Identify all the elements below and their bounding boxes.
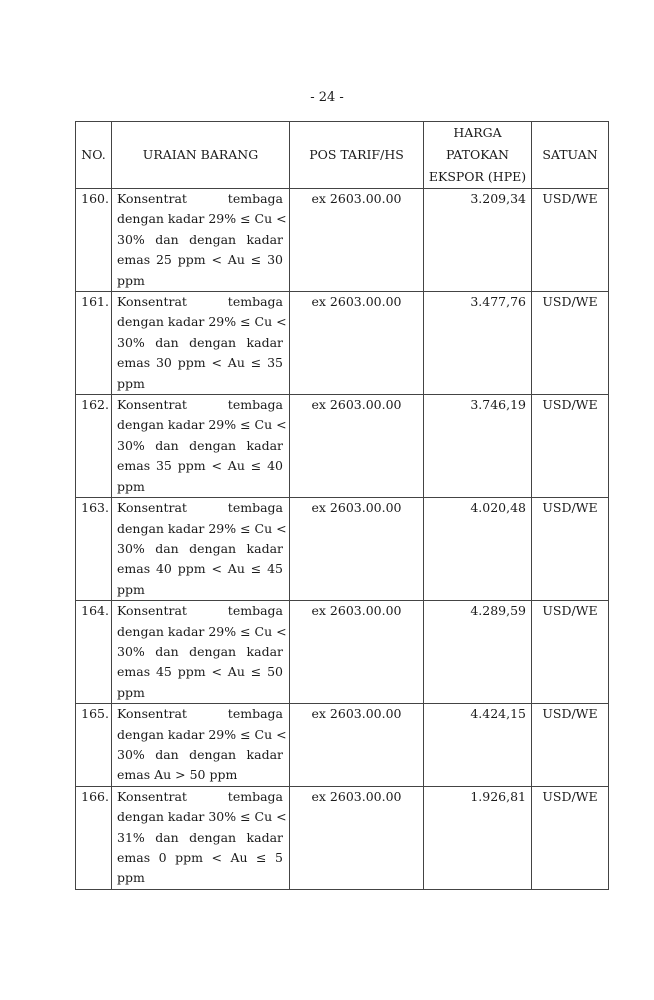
description-line: Konsentrat tembaga xyxy=(117,788,283,804)
table-row xyxy=(76,704,609,787)
description-line: Konsentrat tembaga xyxy=(117,500,283,516)
description-line: ppm xyxy=(117,272,145,288)
description-line: ppm xyxy=(117,478,145,494)
row-pos-tarif: ex 2603.00.00 xyxy=(290,189,424,292)
description-line: Konsentrat tembaga xyxy=(117,191,283,206)
row-description xyxy=(112,292,290,395)
row-number: 161. xyxy=(76,292,112,395)
description-line: ppm xyxy=(117,581,145,597)
row-hpe: 3.477,76 xyxy=(424,292,532,395)
description-line: 30% dan dengan kadar xyxy=(117,437,283,453)
row-pos-tarif: ex 2603.00.00 xyxy=(290,395,424,498)
description-line: ppm xyxy=(117,870,145,886)
header-satuan: SATUAN xyxy=(532,122,609,189)
row-satuan: USD/WE xyxy=(532,601,609,704)
row-pos-tarif: ex 2603.00.00 xyxy=(290,786,424,889)
header-no: NO. xyxy=(76,122,112,189)
hpe-table xyxy=(75,121,609,890)
description-line: 30% dan dengan kadar xyxy=(117,540,283,556)
header-hpe: HARGA PATOKAN EKSPOR (HPE) xyxy=(424,122,532,189)
description-line: Konsentrat tembaga xyxy=(117,294,283,310)
row-satuan: USD/WE xyxy=(532,786,609,889)
table-row xyxy=(76,786,609,889)
row-pos-tarif: ex 2603.00.00 xyxy=(290,498,424,601)
header-pos-tarif: POS TARIF/HS xyxy=(290,122,424,189)
row-description xyxy=(112,189,290,292)
description-line: 30% dan dengan kadar xyxy=(117,746,283,762)
row-number: 165. xyxy=(76,704,112,787)
row-description xyxy=(112,786,290,889)
row-satuan: USD/WE xyxy=(532,395,609,498)
description-line: emas 45 ppm < Au ≤ 50 xyxy=(117,664,283,680)
description-line: 31% dan dengan kadar xyxy=(117,829,283,845)
row-satuan: USD/WE xyxy=(532,498,609,601)
description-line: emas 30 ppm < Au ≤ 35 xyxy=(117,355,283,371)
row-number: 163. xyxy=(76,498,112,601)
row-number: 160. xyxy=(76,189,112,292)
table-header-row xyxy=(76,122,609,189)
description-line: Konsentrat tembaga xyxy=(117,603,283,619)
table-row xyxy=(76,395,609,498)
row-hpe: 4.020,48 xyxy=(424,498,532,601)
row-number: 164. xyxy=(76,601,112,704)
description-line: emas 40 ppm < Au ≤ 45 xyxy=(117,561,283,577)
description-line: ppm xyxy=(117,684,145,700)
description-line: dengan kadar 30% ≤ Cu < xyxy=(117,809,287,825)
row-number: 162. xyxy=(76,395,112,498)
row-hpe: 1.926,81 xyxy=(424,786,532,889)
description-line: dengan kadar 29% ≤ Cu < xyxy=(117,417,287,433)
description-line: dengan kadar 29% ≤ Cu < xyxy=(117,726,287,742)
page-number: - 24 - xyxy=(310,90,344,105)
row-satuan: USD/WE xyxy=(532,189,609,292)
description-line: dengan kadar 29% ≤ Cu < xyxy=(117,314,287,330)
row-description xyxy=(112,395,290,498)
description-line: dengan kadar 29% ≤ Cu < xyxy=(117,520,287,536)
row-hpe: 4.289,59 xyxy=(424,601,532,704)
row-pos-tarif: ex 2603.00.00 xyxy=(290,292,424,395)
description-line: emas 25 ppm < Au ≤ 30 xyxy=(117,252,283,268)
description-line: emas 35 ppm < Au ≤ 40 xyxy=(117,458,283,474)
row-number: 166. xyxy=(76,786,112,889)
description-line: dengan kadar 29% ≤ Cu < xyxy=(117,623,287,639)
description-line: emas 0 ppm < Au ≤ 5 xyxy=(117,850,283,865)
row-satuan: USD/WE xyxy=(532,704,609,787)
description-line: 30% dan dengan kadar xyxy=(117,643,283,659)
description-line: 30% dan dengan kadar xyxy=(117,334,283,350)
table-body xyxy=(76,189,609,890)
description-line: emas Au > 50 ppm xyxy=(117,767,238,783)
description-line: 30% dan dengan kadar xyxy=(117,231,283,247)
description-line: dengan kadar 29% ≤ Cu < xyxy=(117,211,287,227)
row-hpe: 4.424,15 xyxy=(424,704,532,787)
description-line: ppm xyxy=(117,375,145,391)
row-description xyxy=(112,498,290,601)
description-line: Konsentrat tembaga xyxy=(117,397,283,413)
description-line: Konsentrat tembaga xyxy=(117,706,283,722)
table-row xyxy=(76,498,609,601)
row-description xyxy=(112,704,290,787)
row-pos-tarif: ex 2603.00.00 xyxy=(290,704,424,787)
table-row xyxy=(76,189,609,292)
row-pos-tarif: ex 2603.00.00 xyxy=(290,601,424,704)
row-satuan: USD/WE xyxy=(532,292,609,395)
table-row xyxy=(76,292,609,395)
row-hpe: 3.209,34 xyxy=(424,189,532,292)
table-row xyxy=(76,601,609,704)
row-description xyxy=(112,601,290,704)
row-hpe: 3.746,19 xyxy=(424,395,532,498)
header-uraian: URAIAN BARANG xyxy=(112,122,290,189)
